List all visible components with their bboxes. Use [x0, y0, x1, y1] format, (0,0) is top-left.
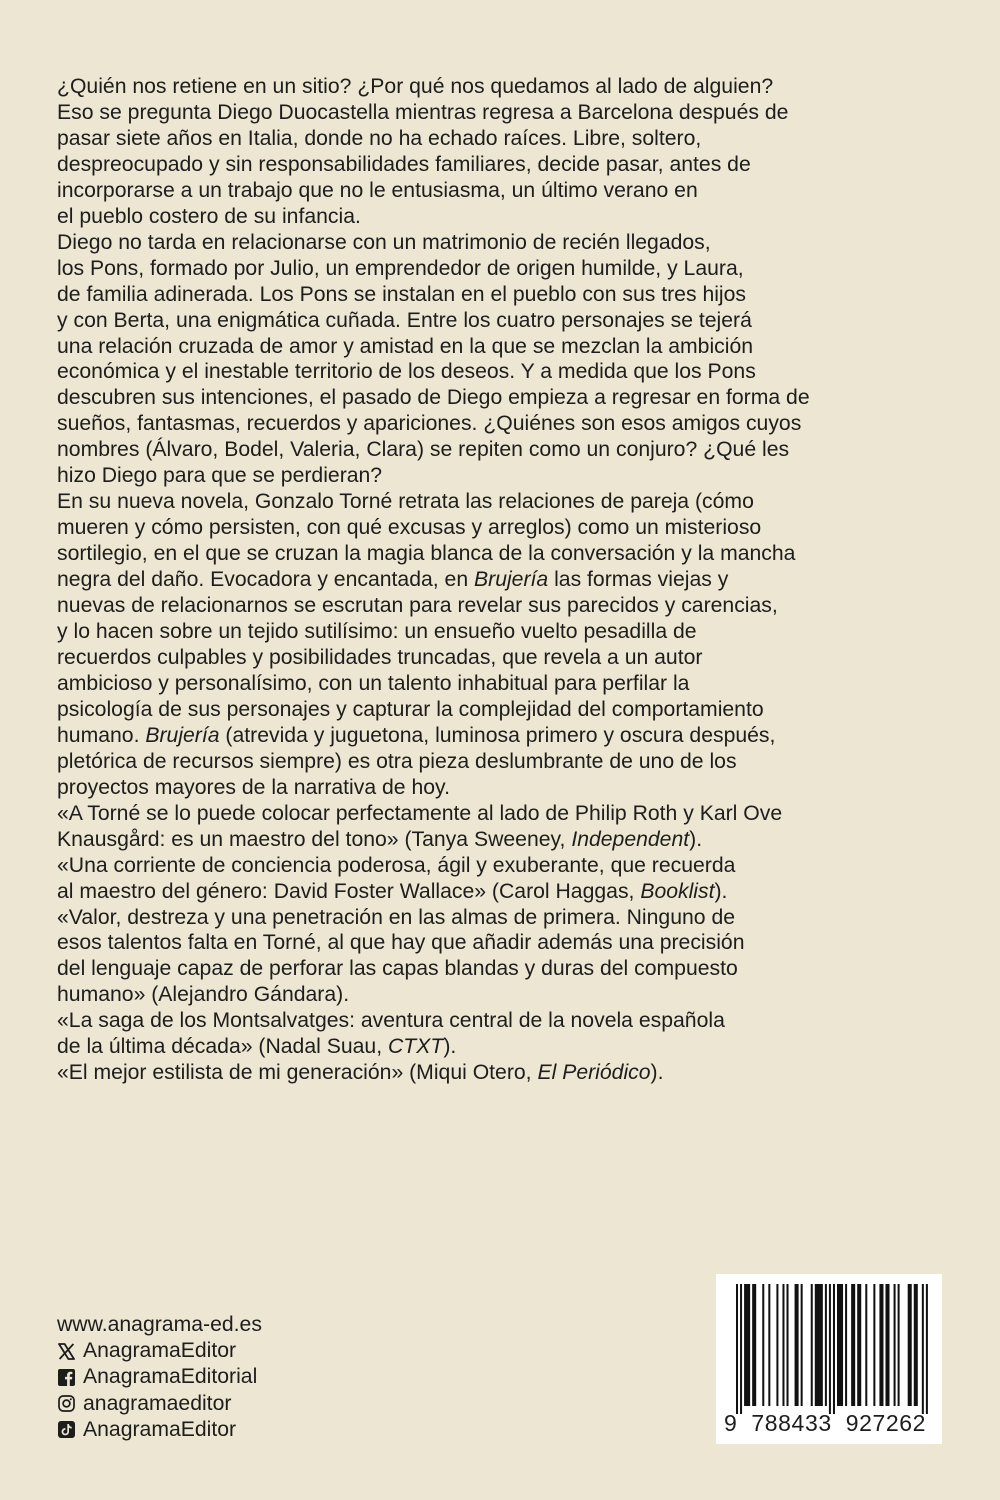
barcode-bar [768, 1284, 770, 1406]
barcode-bar [879, 1284, 883, 1406]
facebook-handle[interactable]: AnagramaEditorial [83, 1365, 258, 1389]
paragraph-text: Diego no tarda en relacionarse con un matrimonio de recién llegados, los Pons, formado por Julio, un emprendedor de origen humilde, y Laura, de familia adinerada. Los Pons se instalan en el pueblo con sus tres hijos y con Berta, una enigmática cuñada. Entre los cuatro personajes se tejerá una relación cruzada de amor y amistad en la que se mezclan la ambición económica y el inestable territorio de los deseos. Y a medida que los Pons descubren sus intenciones, el pasado de Diego empieza a regresar en forma de sueños, fantasmas, recuerdos y apariciones. ¿Quiénes son esos amigos cuyos nombres (Álvaro, Bodel, Valeria, Clara) se repiten como un conjuro? ¿Qué les hizo Diego para que se perdieran? [57, 230, 810, 488]
blurb-paragraph [57, 1060, 937, 1086]
facebook-icon [57, 1368, 75, 1386]
isbn-barcode [716, 1274, 942, 1444]
paragraph-text: ). [714, 879, 728, 903]
paragraph-text: «Una corriente de conciencia poderosa, ágil y exuberante, que recuerda al maestro del género: David Foster Wallace» (Carol Haggas, [57, 853, 736, 903]
barcode-bar [857, 1284, 861, 1406]
paragraph-text: En su nueva novela, Gonzalo Torné retrata las relaciones de pareja (cómo mueren y cómo persisten, con qué excusas y arreglos) como un misterioso sortilegio, en el que se cruzan la magia blanca de la conversación y la mancha negra del daño. Evocadora y encantada, en [57, 490, 796, 592]
back-cover-blurb [57, 74, 937, 1086]
social-x[interactable] [57, 1338, 577, 1364]
italic-title: Booklist [640, 879, 715, 903]
blurb-paragraph [57, 905, 937, 1009]
barcode-bar [762, 1284, 764, 1406]
barcode-bar [914, 1284, 918, 1406]
paragraph-text: «A Torné se lo puede colocar perfectamente al lado de Philip Roth y Karl Ove Knausgård: es un maestro del tono» (Tanya Sweeney, [57, 801, 783, 851]
blurb-paragraph [57, 853, 937, 905]
barcode-bar [787, 1284, 789, 1406]
italic-title: El Periódico [537, 1061, 651, 1085]
barcode-guard-bar [833, 1284, 835, 1414]
barcode-bar [782, 1284, 784, 1406]
tiktok-icon [57, 1421, 75, 1439]
blurb-paragraph [57, 1008, 937, 1060]
isbn-number: 9 788433 927262 [724, 1410, 927, 1436]
barcode-bar [837, 1284, 843, 1406]
italic-title: CTXT [387, 1035, 444, 1059]
website-link[interactable] [57, 1312, 577, 1338]
tiktok-handle[interactable]: AnagramaEditor [83, 1417, 237, 1441]
blurb-paragraph [57, 801, 937, 853]
paragraph-text: las formas viejas y nuevas de relacionarnos se escrutan para revelar sus parecidos y carencias, y lo hacen sobre un tejido sutilísimo: un ensueño vuelto pesadilla de recuerdos culpables y posibilidades truncadas, que revela a un autor ambicioso y personalísimo, con un talento inhabitual para perfilar la psicología de sus personajes y capturar la complejidad del comportamiento humano. [57, 568, 778, 747]
barcode-bar [898, 1284, 900, 1406]
social-tiktok[interactable] [57, 1417, 577, 1443]
paragraph-text: «La saga de los Montsalvatges: aventura central de la novela española de la última década» (Nadal Suau, [57, 1009, 725, 1059]
paragraph-text: ). [650, 1061, 664, 1085]
barcode-guard-bar [740, 1284, 742, 1414]
paragraph-text: ¿Quién nos retiene en un sitio? ¿Por qué nos quedamos al lado de alguien? Eso se pregunta Diego Duocastella mientras regresa a Barcelona después de pasar siete años en Italia, donde no ha echado raíces. Libre, soltero, despreocupado y sin responsabilidades familiares, decide pasar, antes de incorporarse a un trabajo que no le entusiasma, un último verano en el pueblo costero de su infancia. [57, 75, 789, 228]
barcode-guard-bar [922, 1284, 924, 1414]
barcode-bar [801, 1284, 803, 1406]
barcode-bar [885, 1284, 889, 1406]
paragraph-text: ). [443, 1035, 457, 1059]
blurb-paragraph [57, 74, 937, 230]
barcode-guard-bar [829, 1284, 831, 1414]
barcode-bar [825, 1284, 827, 1406]
paragraph-text: ). [689, 827, 703, 851]
barcode-bar [845, 1284, 847, 1406]
website-url[interactable]: www.anagrama-ed.es [57, 1313, 262, 1336]
x-logo-icon [57, 1342, 75, 1360]
barcode-guard-bar [926, 1284, 928, 1414]
italic-title: Brujería [145, 723, 220, 747]
paragraph-text: «El mejor estilista de mi generación» (Miqui Otero, [57, 1061, 538, 1085]
paragraph-text: «Valor, destreza y una penetración en las almas de primera. Ninguno de esos talentos falta en Torné, al que hay que añadir además una precisión del lenguaje capaz de perforar las capas blandas y duras del compuesto humano» (Alejandro Gándara). [57, 905, 745, 1007]
barcode-bar [795, 1284, 799, 1406]
italic-title: Brujería [474, 568, 549, 592]
social-facebook[interactable] [57, 1364, 577, 1390]
blurb-paragraph [57, 230, 937, 490]
barcode-bar [752, 1284, 756, 1406]
barcode-bar [811, 1284, 813, 1406]
barcode-bar [865, 1284, 867, 1406]
barcode-bar [873, 1284, 875, 1406]
barcode-bar [815, 1284, 823, 1406]
barcode-bar [894, 1284, 896, 1406]
barcode-guard-bar [736, 1284, 738, 1414]
social-instagram[interactable] [57, 1391, 577, 1417]
publisher-links [57, 1312, 577, 1443]
barcode-bar [851, 1284, 855, 1406]
instagram-handle[interactable]: anagramaeditor [83, 1391, 232, 1415]
paragraph-text: (atrevida y juguetona, luminosa primero y oscura después, pletórica de recursos siempre) es otra pieza deslumbrante de uno de los proyectos mayores de la narrativa de hoy. [57, 723, 776, 799]
italic-title: Independent [571, 827, 690, 851]
x-handle[interactable]: AnagramaEditor [83, 1339, 237, 1363]
instagram-icon [57, 1395, 75, 1413]
barcode-bar [744, 1284, 750, 1406]
barcode-bar [908, 1284, 912, 1406]
blurb-paragraph [57, 489, 937, 800]
barcode-bar [776, 1284, 778, 1406]
